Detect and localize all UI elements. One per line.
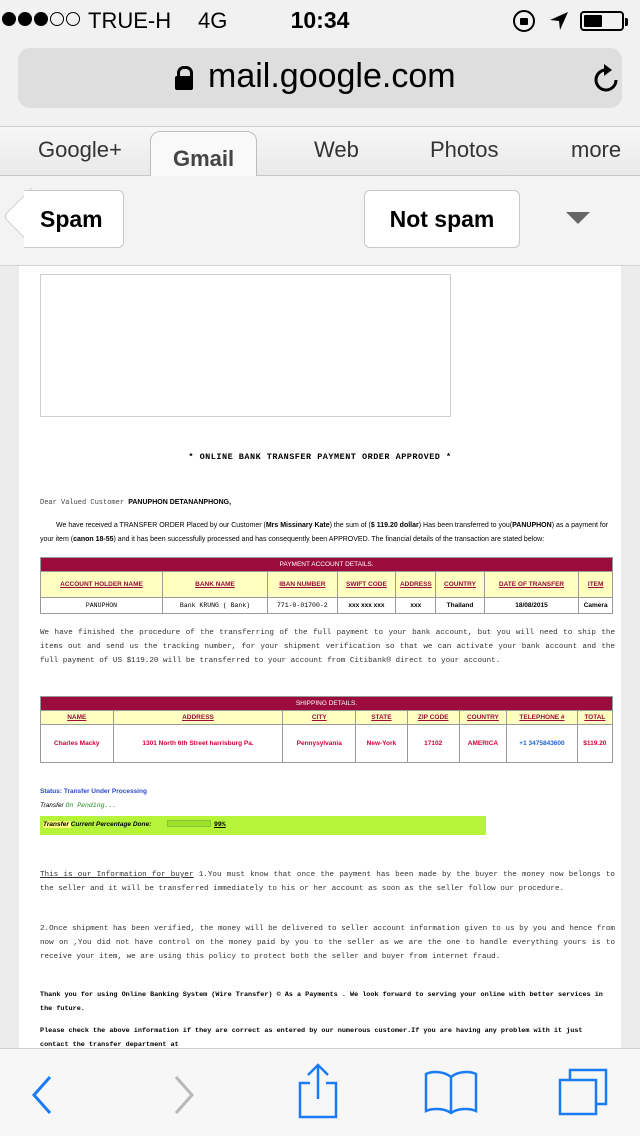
table-header: ADDRESS xyxy=(396,572,436,598)
table-cell: 18/08/2015 xyxy=(484,598,579,614)
greeting xyxy=(40,499,231,507)
not-spam-label: Not spam xyxy=(389,205,495,232)
tab-more[interactable]: more xyxy=(571,137,622,162)
intro-payee: PANUPHON xyxy=(512,522,552,529)
network-type: 4G xyxy=(198,8,228,33)
table-cell: 1301 North 6th Street harrisburg Pa. xyxy=(113,725,283,763)
table-header: ZIP CODE xyxy=(407,711,459,725)
table-cell: Camera xyxy=(579,598,613,614)
intro-text: ) the sum of ( xyxy=(329,522,371,529)
mail-action-toolbar xyxy=(0,176,640,266)
tab-photos[interactable]: Photos xyxy=(430,137,499,162)
table-header: ADDRESS xyxy=(113,711,283,725)
image-placeholder xyxy=(40,274,451,417)
tab-web[interactable]: Web xyxy=(314,137,359,162)
table-header: DATE OF TRANSFER xyxy=(484,572,579,598)
email-body xyxy=(19,266,621,1048)
shipment-info-paragraph: 2.Once shipment has been verified, the money will be delivered to seller account information given to us by you and hence from now on ,You did not have control on the money paid by you to the seller as we are the one to handle everything yours is to receive your item, we are using this policy to protect both the seller and buyer from internet fraud. xyxy=(40,925,615,961)
tabs-icon[interactable] xyxy=(556,1067,610,1117)
intro-text: ) Has been transferred to you( xyxy=(418,522,513,529)
table-row xyxy=(41,598,613,614)
table-header: BANK NAME xyxy=(162,572,267,598)
battery-icon xyxy=(580,11,624,31)
url-text: mail.google.com xyxy=(208,57,456,95)
table-header: STATE xyxy=(356,711,408,725)
location-arrow-icon xyxy=(548,10,570,32)
forward-arrow-icon[interactable] xyxy=(168,1073,198,1117)
url-field[interactable] xyxy=(18,48,622,108)
table-cell: 771-0-01700-2 xyxy=(268,598,337,614)
progress-label-part: Current Percentage Done: xyxy=(70,821,152,828)
table-header-row xyxy=(41,711,613,725)
table-cell: xxx xxx xxx xyxy=(337,598,396,614)
progress-label xyxy=(43,821,151,828)
intro-customer: Mrs Missinary Kate xyxy=(265,522,330,529)
status-bar xyxy=(0,0,640,40)
table-cell: Thailand xyxy=(436,598,484,614)
greeting-prefix: Dear Valued Customer xyxy=(40,499,129,507)
intro-text: ) as a payment for your item ( xyxy=(40,522,609,543)
table-header: ACCOUNT HOLDER NAME xyxy=(41,572,163,598)
lock-icon xyxy=(175,76,193,90)
intro-paragraph xyxy=(40,519,614,547)
table-cell: Bank KRUNG ( Bank) xyxy=(162,598,267,614)
please-check-paragraph: Please check the above information if they are correct as entered by our numerous customer.If you are having any problem with it just contact the transfer department at xyxy=(40,1027,583,1048)
table-cell: Pennysylvania xyxy=(283,725,356,763)
table-header-row xyxy=(41,572,613,598)
transfer-paragraph: We have finished the procedure of the transferring of the full payment to your bank account, but you will need to ship the items out and send us the tracking number, for your shipment verification so that we can activate your bank account and the full payment of US $119.20 will be transferred to your account from Citibank® direct to your account. xyxy=(40,629,615,665)
email-heading: * ONLINE BANK TRANSFER PAYMENT ORDER APPROVED * xyxy=(188,452,452,462)
browser-bottom-toolbar xyxy=(0,1048,640,1136)
transfer-progress-panel xyxy=(40,816,486,835)
table-header: IBAN NUMBER xyxy=(268,572,337,598)
progress-fill xyxy=(168,821,210,826)
table-cell: 17102 xyxy=(407,725,459,763)
browser-address-bar xyxy=(0,40,640,126)
shipping-table-title: SHIPPING DETAILS. xyxy=(41,697,613,711)
carrier-name: TRUE-H xyxy=(88,8,172,33)
clock: 10:34 xyxy=(290,7,350,33)
more-actions-chevron-icon[interactable] xyxy=(566,212,590,224)
progress-label-part: Transfer xyxy=(43,821,71,828)
table-header: NAME xyxy=(41,711,114,725)
payment-table-title: PAYMENT ACCOUNT DETAILS. xyxy=(41,558,613,572)
table-header: COUNTRY xyxy=(459,711,507,725)
back-arrow-icon[interactable] xyxy=(28,1073,58,1117)
table-header: COUNTRY xyxy=(436,572,484,598)
table-cell: +1 3475843600 xyxy=(507,725,577,763)
pending-prefix: Transfer xyxy=(40,802,66,809)
email-content-area[interactable] xyxy=(0,266,640,1048)
thanks-paragraph: Thank you for using Online Banking System (Wire Transfer) © As a Payments . We look forward to serving your online with better services in the future. xyxy=(40,991,603,1013)
progress-track xyxy=(167,820,211,827)
table-cell: PANUPHON xyxy=(41,598,163,614)
table-row xyxy=(41,725,613,763)
not-spam-button[interactable] xyxy=(364,190,520,248)
table-cell: AMERICA xyxy=(459,725,507,763)
rotation-lock-icon xyxy=(513,10,535,32)
bookmarks-icon[interactable] xyxy=(424,1069,478,1115)
customer-name: PANUPHON DETANANPHONG, xyxy=(128,499,232,506)
buyer-info-text: 1.You must know that once the payment has been made by the buyer the money now belongs to the seller and it will be transferred immediately to his or her account as soon as the seller follow our procedure. xyxy=(40,871,615,893)
intro-text: ) and it has been successfully processed and has consequently been APPROVED. The financial details of the transaction are stated below: xyxy=(113,536,545,543)
progress-percent: 99% xyxy=(214,821,226,828)
back-button-label: Spam xyxy=(40,205,103,232)
intro-text: We have received a TRANSFER ORDER Placed by our Customer ( xyxy=(56,522,266,529)
table-header: TOTAL xyxy=(577,711,612,725)
tab-gmail[interactable]: Gmail xyxy=(150,131,257,179)
share-icon[interactable] xyxy=(296,1063,340,1119)
pending-value: On Pending... xyxy=(65,802,117,809)
table-header: ITEM xyxy=(579,572,613,598)
shipping-details-table xyxy=(40,696,613,763)
intro-item: canon 18-55 xyxy=(73,536,114,543)
table-header: TELEPHONE # xyxy=(507,711,577,725)
intro-amount: $ 119.20 dollar xyxy=(370,522,419,529)
table-header: CITY xyxy=(283,711,356,725)
reload-icon[interactable] xyxy=(592,62,622,94)
transfer-status: Status: Transfer Under Processing xyxy=(40,788,147,795)
table-cell: New-York xyxy=(356,725,408,763)
buyer-info-link[interactable]: This is our Information for buyer xyxy=(40,871,194,879)
table-cell: $119.20 xyxy=(577,725,612,763)
table-header: SWIFT CODE xyxy=(337,572,396,598)
buyer-info-paragraph xyxy=(40,868,615,896)
back-to-spam-button[interactable] xyxy=(24,190,124,248)
table-cell: Charles Macky xyxy=(41,725,114,763)
tab-google-plus[interactable]: Google+ xyxy=(38,137,122,162)
payment-details-table xyxy=(40,557,613,614)
table-cell: xxx xyxy=(396,598,436,614)
pending-status xyxy=(40,802,116,809)
google-nav-tabs xyxy=(0,126,640,176)
